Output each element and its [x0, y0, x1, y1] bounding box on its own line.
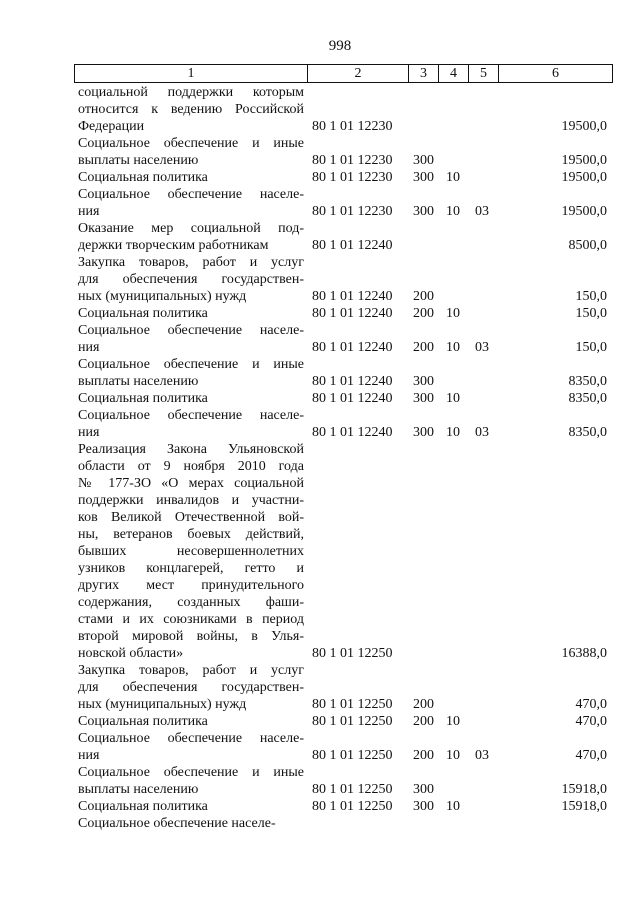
- row-target-code: 80 1 01 12230: [312, 119, 393, 134]
- row-expense-type: 300: [413, 204, 434, 219]
- table-row: [0, 764, 640, 798]
- row-target-code: 80 1 01 12250: [312, 697, 393, 712]
- row-target-code: 80 1 01 12240: [312, 238, 393, 253]
- description-line: ния: [78, 425, 100, 440]
- description-line: для обеспечения государствен-: [78, 272, 304, 287]
- page-number: 998: [328, 38, 352, 54]
- row-target-code: 80 1 01 12240: [312, 425, 393, 440]
- row-target-code: 80 1 01 12240: [312, 374, 393, 389]
- row-description: [78, 390, 304, 407]
- row-section: 10: [446, 748, 460, 763]
- budget-rows: [0, 84, 640, 832]
- row-description: [78, 407, 304, 441]
- row-description: [78, 220, 304, 254]
- description-line: Социальное обеспечение населе-: [78, 323, 304, 338]
- table-row: [0, 322, 640, 356]
- description-line: Социальная политика: [78, 391, 208, 406]
- description-line: Закупка товаров, работ и услуг: [78, 663, 304, 678]
- description-line: других мест принудительного: [78, 578, 304, 593]
- description-line: Социальная политика: [78, 714, 208, 729]
- row-expense-type: 300: [413, 425, 434, 440]
- table-row: [0, 84, 640, 135]
- description-line: для обеспечения государствен-: [78, 680, 304, 695]
- row-section: 10: [446, 391, 460, 406]
- table-row: [0, 135, 640, 169]
- description-line: ков Великой Отечественной вой-: [78, 510, 304, 525]
- description-line: Социальное обеспечение населе-: [78, 816, 276, 831]
- description-line: ных (муниципальных) нужд: [78, 289, 247, 304]
- row-expense-type: 300: [413, 153, 434, 168]
- row-subsection: 03: [475, 340, 489, 355]
- row-expense-type: 300: [413, 170, 434, 185]
- row-description: [78, 169, 304, 186]
- description-line: Реализация Закона Ульяновской: [78, 442, 304, 457]
- row-section: 10: [446, 799, 460, 814]
- description-line: Социальное обеспечение населе-: [78, 731, 304, 746]
- description-line: Федерации: [78, 119, 145, 134]
- row-amount: 19500,0: [561, 119, 607, 134]
- row-amount: 15918,0: [561, 782, 607, 797]
- row-amount: 19500,0: [561, 204, 607, 219]
- row-target-code: 80 1 01 12240: [312, 391, 393, 406]
- row-amount: 470,0: [575, 748, 607, 763]
- row-description: [78, 441, 304, 662]
- description-line: выплаты населению: [78, 374, 199, 389]
- row-expense-type: 300: [413, 799, 434, 814]
- description-line: Социальная политика: [78, 306, 208, 321]
- table-row: [0, 407, 640, 441]
- row-expense-type: 200: [413, 340, 434, 355]
- description-line: Социальное обеспечение населе-: [78, 187, 304, 202]
- table-row: [0, 220, 640, 254]
- row-expense-type: 200: [413, 697, 434, 712]
- row-target-code: 80 1 01 12250: [312, 714, 393, 729]
- row-description: [78, 186, 304, 220]
- description-line: Социальное обеспечение и иные: [78, 357, 304, 372]
- description-line: относится к ведению Российской: [78, 102, 304, 117]
- row-target-code: 80 1 01 12240: [312, 306, 393, 321]
- row-amount: 19500,0: [561, 170, 607, 185]
- row-description: [78, 815, 304, 832]
- row-amount: 150,0: [575, 289, 607, 304]
- column-header-3: 3: [409, 65, 439, 83]
- row-description: [78, 84, 304, 135]
- description-line: Социальная политика: [78, 799, 208, 814]
- description-line: содержания, созданных фаши-: [78, 595, 304, 610]
- row-expense-type: 300: [413, 782, 434, 797]
- row-description: [78, 662, 304, 713]
- row-amount: 8350,0: [568, 391, 607, 406]
- description-line: ния: [78, 748, 100, 763]
- row-amount: 19500,0: [561, 153, 607, 168]
- row-expense-type: 300: [413, 374, 434, 389]
- description-line: поддержки инвалидов и участни-: [78, 493, 304, 508]
- column-header-2: 2: [308, 65, 409, 83]
- column-header-6: 6: [499, 65, 613, 83]
- row-amount: 8500,0: [568, 238, 607, 253]
- description-line: Оказание мер социальной под-: [78, 221, 304, 236]
- table-row: [0, 356, 640, 390]
- row-amount: 16388,0: [561, 646, 607, 661]
- table-row: [0, 713, 640, 730]
- description-line: узников концлагерей, гетто и: [78, 561, 304, 576]
- row-amount: 150,0: [575, 340, 607, 355]
- row-section: 10: [446, 204, 460, 219]
- row-target-code: 80 1 01 12240: [312, 340, 393, 355]
- table-row: [0, 815, 640, 832]
- description-line: Социальная политика: [78, 170, 208, 185]
- row-amount: 150,0: [575, 306, 607, 321]
- column-header-5: 5: [469, 65, 499, 83]
- description-line: ния: [78, 340, 100, 355]
- row-target-code: 80 1 01 12250: [312, 799, 393, 814]
- row-description: [78, 730, 304, 764]
- description-line: области от 9 ноября 2010 года: [78, 459, 304, 474]
- column-header-4: 4: [439, 65, 469, 83]
- row-expense-type: 300: [413, 391, 434, 406]
- table-row: [0, 441, 640, 662]
- row-section: 10: [446, 340, 460, 355]
- description-line: Социальное обеспечение и иные: [78, 136, 304, 151]
- row-expense-type: 200: [413, 714, 434, 729]
- table-row: [0, 390, 640, 407]
- row-amount: 15918,0: [561, 799, 607, 814]
- description-line: № 177-ЗО «О мерах социальной: [78, 476, 304, 491]
- row-section: 10: [446, 170, 460, 185]
- row-target-code: 80 1 01 12230: [312, 170, 393, 185]
- row-subsection: 03: [475, 204, 489, 219]
- row-description: [78, 356, 304, 390]
- row-target-code: 80 1 01 12250: [312, 748, 393, 763]
- row-expense-type: 200: [413, 748, 434, 763]
- table-row: [0, 305, 640, 322]
- row-amount: 8350,0: [568, 425, 607, 440]
- description-line: Социальное обеспечение населе-: [78, 408, 304, 423]
- row-amount: 470,0: [575, 714, 607, 729]
- row-target-code: 80 1 01 12230: [312, 204, 393, 219]
- table-row: [0, 186, 640, 220]
- row-description: [78, 764, 304, 798]
- table-row: [0, 254, 640, 305]
- row-description: [78, 254, 304, 305]
- row-subsection: 03: [475, 425, 489, 440]
- row-description: [78, 713, 304, 730]
- description-line: выплаты населению: [78, 153, 199, 168]
- column-header-1: 1: [75, 65, 308, 83]
- row-target-code: 80 1 01 12250: [312, 782, 393, 797]
- description-line: социальной поддержки которым: [78, 85, 304, 100]
- row-section: 10: [446, 425, 460, 440]
- table-row: [0, 798, 640, 815]
- row-target-code: 80 1 01 12230: [312, 153, 393, 168]
- row-section: 10: [446, 714, 460, 729]
- table-row: [0, 662, 640, 713]
- description-line: второй мировой войны, в Улья-: [78, 629, 304, 644]
- table-row: [0, 730, 640, 764]
- description-line: стами и их союзниками в период: [78, 612, 304, 627]
- row-description: [78, 798, 304, 815]
- description-line: новской области»: [78, 646, 184, 661]
- row-expense-type: 200: [413, 289, 434, 304]
- description-line: Социальное обеспечение и иные: [78, 765, 304, 780]
- row-subsection: 03: [475, 748, 489, 763]
- column-header-table: [74, 64, 613, 83]
- row-amount: 470,0: [575, 697, 607, 712]
- row-amount: 8350,0: [568, 374, 607, 389]
- row-description: [78, 135, 304, 169]
- description-line: ных (муниципальных) нужд: [78, 697, 247, 712]
- row-expense-type: 200: [413, 306, 434, 321]
- description-line: выплаты населению: [78, 782, 199, 797]
- row-section: 10: [446, 306, 460, 321]
- row-target-code: 80 1 01 12250: [312, 646, 393, 661]
- description-line: ния: [78, 204, 100, 219]
- description-line: Закупка товаров, работ и услуг: [78, 255, 304, 270]
- description-line: ны, ветеранов боевых действий,: [78, 527, 304, 542]
- row-target-code: 80 1 01 12240: [312, 289, 393, 304]
- description-line: держки творческим работникам: [78, 238, 269, 253]
- description-line: бывших несовершеннолетних: [78, 544, 304, 559]
- row-description: [78, 322, 304, 356]
- row-description: [78, 305, 304, 322]
- table-row: [0, 169, 640, 186]
